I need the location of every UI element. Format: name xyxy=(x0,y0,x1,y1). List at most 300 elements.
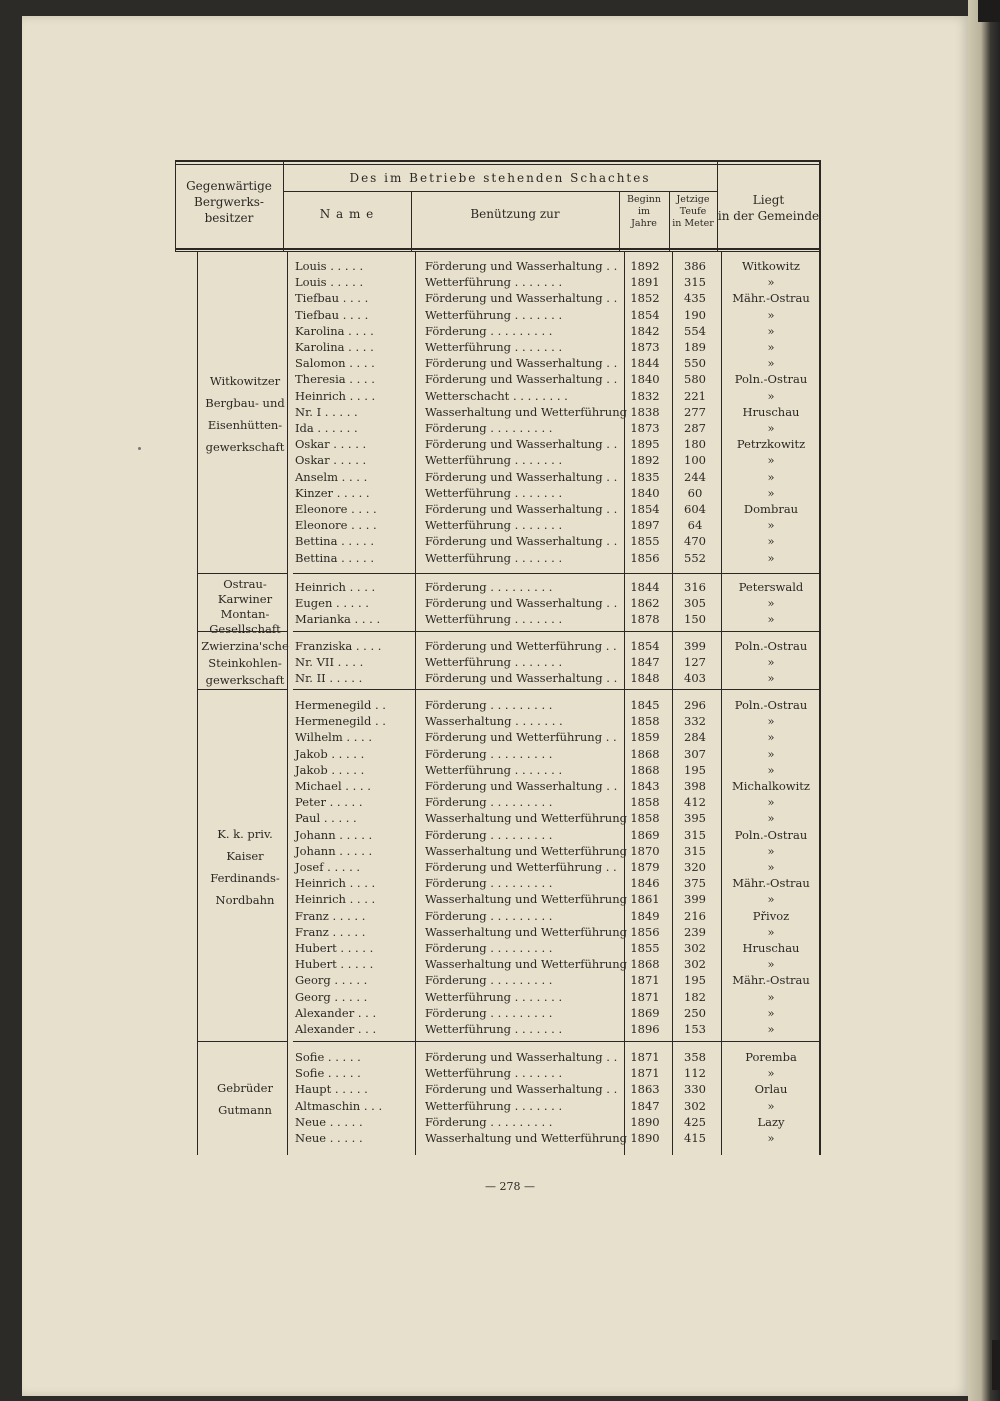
shaft-depth: 330 xyxy=(684,1082,706,1097)
shaft-use: Förderung und Wasserhaltung . . xyxy=(425,372,618,387)
shaft-location: » xyxy=(767,275,775,290)
shaft-year: 1854 xyxy=(630,307,660,322)
shaft-location: Mähr.-Ostrau xyxy=(732,876,810,891)
table-row xyxy=(175,762,820,778)
shaft-location: » xyxy=(767,356,775,371)
shaft-year: 1859 xyxy=(630,730,660,745)
shaft-name: Peter . . . . . xyxy=(295,795,363,810)
owner-line: Gesellschaft xyxy=(209,622,281,636)
table-row xyxy=(175,843,820,859)
table-row xyxy=(175,891,820,907)
shaft-depth: 302 xyxy=(684,957,706,972)
shaft-year: 1842 xyxy=(630,323,660,338)
shaft-name: Kinzer . . . . . xyxy=(295,485,370,500)
shaft-depth: 399 xyxy=(684,892,706,907)
table-row xyxy=(175,307,820,323)
shaft-depth: 316 xyxy=(684,580,706,594)
header-year-line: Beginn xyxy=(627,194,661,205)
table-row xyxy=(175,355,820,371)
shaft-depth: 216 xyxy=(684,908,706,923)
shaft-name: Bettina . . . . . xyxy=(295,534,374,549)
header-owner xyxy=(175,178,283,226)
shaft-year: 1847 xyxy=(630,655,660,670)
table-row xyxy=(175,611,820,627)
table-row xyxy=(175,827,820,843)
edge-marker xyxy=(978,0,1000,22)
shaft-year: 1855 xyxy=(630,534,660,549)
shaft-name: Franz . . . . . xyxy=(295,908,366,923)
shaft-year: 1852 xyxy=(630,291,660,306)
table-row xyxy=(175,729,820,745)
shaft-use: Wasserhaltung und Wetterführung xyxy=(425,1131,627,1145)
section-rule xyxy=(197,1041,287,1042)
header-location xyxy=(717,192,820,224)
shaft-depth: 305 xyxy=(684,596,706,611)
shaft-name: Karolina . . . . xyxy=(295,323,374,338)
shaft-use: Wetterführung . . . . . . . xyxy=(425,989,563,1004)
table-row xyxy=(175,713,820,729)
shaft-name: Karolina . . . . xyxy=(295,340,374,354)
shaft-year: 1871 xyxy=(630,1050,660,1064)
shaft-year: 1844 xyxy=(630,356,660,371)
shaft-year: 1854 xyxy=(630,502,660,516)
shaft-use: Wetterführung . . . . . . . xyxy=(425,1022,563,1036)
shaft-depth: 189 xyxy=(684,340,706,354)
shaft-location: » xyxy=(767,795,775,810)
owner-line: Steinkohlen- xyxy=(208,656,282,670)
shaft-year: 1855 xyxy=(630,941,660,955)
table-row xyxy=(175,339,820,355)
page-number: — 278 — xyxy=(485,1180,535,1193)
section-rule xyxy=(293,573,819,574)
table-row xyxy=(175,875,820,891)
shaft-name: Sofie . . . . . xyxy=(295,1066,361,1081)
header-depth-line: in Meter xyxy=(672,218,714,229)
shaft-depth: 470 xyxy=(684,534,706,549)
shaft-use: Wetterführung . . . . . . . xyxy=(425,307,563,322)
shaft-use: Wasserhaltung und Wetterführung xyxy=(425,924,627,939)
shaft-depth: 302 xyxy=(684,941,706,955)
shaft-year: 1848 xyxy=(630,671,660,686)
shaft-name: Nr. II . . . . . xyxy=(295,671,363,686)
shaft-name: Michael . . . . xyxy=(295,779,371,793)
shaft-use: Wetterführung . . . . . . . xyxy=(425,1098,563,1113)
shaft-depth: 239 xyxy=(684,924,706,939)
table-row xyxy=(175,956,820,972)
shaft-name: Louis . . . . . xyxy=(295,275,364,290)
shaft-use: Wasserhaltung und Wetterführung xyxy=(425,892,627,907)
shaft-depth: 150 xyxy=(684,612,706,627)
shaft-use: Förderung . . . . . . . . . xyxy=(425,973,553,988)
header-group-rule xyxy=(283,191,717,192)
shaft-use: Wasserhaltung und Wetterführung xyxy=(425,843,627,858)
shaft-year: 1840 xyxy=(630,485,660,500)
shaft-use: Wasserhaltung und Wetterführung xyxy=(425,811,627,826)
shaft-use: Wetterführung . . . . . . . xyxy=(425,518,563,533)
section-rule xyxy=(293,689,819,690)
shaft-location: » xyxy=(767,1098,775,1113)
shaft-name: Neue . . . . . xyxy=(295,1131,363,1145)
owner-line: Gebrüder xyxy=(217,1081,273,1095)
shaft-year: 1845 xyxy=(630,698,660,712)
table-row xyxy=(175,1049,820,1065)
shaft-name: Heinrich . . . . xyxy=(295,580,376,594)
table-row xyxy=(175,436,820,452)
table-row xyxy=(175,323,820,339)
shaft-depth: 358 xyxy=(684,1050,706,1064)
shaft-depth: 180 xyxy=(684,437,706,452)
table-top-rule xyxy=(175,160,820,162)
shaft-year: 1843 xyxy=(630,779,660,793)
column-rule xyxy=(717,160,718,252)
shaft-use: Förderung und Wasserhaltung . . xyxy=(425,437,618,452)
shaft-use: Förderung . . . . . . . . . xyxy=(425,941,553,955)
table-row xyxy=(175,371,820,387)
table-row xyxy=(175,501,820,517)
table-row xyxy=(175,654,820,670)
header-bottom-rule xyxy=(175,248,820,250)
column-rule xyxy=(411,191,412,252)
shaft-location: Dombrau xyxy=(743,502,799,516)
shaft-name: Johann . . . . . xyxy=(295,843,373,858)
owner-line: K. k. priv. xyxy=(217,827,273,841)
shaft-use: Förderung und Wasserhaltung . . xyxy=(425,1050,618,1064)
shaft-use: Wetterführung . . . . . . . xyxy=(425,453,563,468)
shaft-location: » xyxy=(767,518,775,533)
shaft-location: Orlau xyxy=(754,1082,788,1097)
owner-line: Witkowitzer xyxy=(209,374,281,388)
shaft-year: 1844 xyxy=(630,580,660,594)
table-row xyxy=(175,670,820,686)
shaft-use: Wetterführung . . . . . . . xyxy=(425,485,563,500)
shaft-name: Jakob . . . . . xyxy=(295,746,365,761)
owner-line: gewerkschaft xyxy=(205,673,285,687)
table-row xyxy=(175,274,820,290)
table-row xyxy=(175,404,820,420)
shaft-use: Wetterführung . . . . . . . xyxy=(425,340,563,354)
shaft-year: 1897 xyxy=(630,518,660,533)
owner-line: Bergbau- und xyxy=(205,396,285,410)
shaft-year: 1895 xyxy=(630,437,660,452)
shaft-name: Hubert . . . . . xyxy=(295,957,374,972)
shaft-use: Förderung . . . . . . . . . xyxy=(425,746,553,761)
shaft-location: » xyxy=(767,924,775,939)
shaft-name: Oskar . . . . . xyxy=(295,437,367,452)
shaft-depth: 195 xyxy=(684,762,706,777)
header-use: Benützung zur xyxy=(470,207,560,221)
shaft-year: 1896 xyxy=(630,1022,660,1036)
shaft-name: Georg . . . . . xyxy=(295,973,368,988)
header-group: Des im Betriebe stehenden Schachtes xyxy=(349,171,651,185)
shaft-depth: 296 xyxy=(684,698,706,712)
shaft-name: Hubert . . . . . xyxy=(295,941,374,955)
shaft-name: Wilhelm . . . . xyxy=(295,730,373,745)
shaft-name: Heinrich . . . . xyxy=(295,388,376,403)
shaft-depth: 64 xyxy=(687,518,703,533)
header-depth xyxy=(669,194,717,230)
shaft-location: Poln.-Ostrau xyxy=(734,698,808,712)
shaft-name: Alexander . . . xyxy=(295,1005,377,1020)
shaft-depth: 435 xyxy=(684,291,706,306)
header-year xyxy=(619,194,669,230)
shaft-depth: 250 xyxy=(684,1005,706,1020)
shaft-depth: 399 xyxy=(684,639,706,653)
shaft-location: » xyxy=(767,811,775,826)
shaft-year: 1873 xyxy=(630,421,660,435)
shaft-use: Wasserhaltung . . . . . . . xyxy=(425,714,563,729)
column-rule xyxy=(283,160,284,252)
shaft-year: 1879 xyxy=(630,860,660,874)
shaft-depth: 412 xyxy=(684,795,706,810)
shaft-depth: 112 xyxy=(684,1066,706,1081)
shaft-year: 1838 xyxy=(630,404,660,419)
shaft-year: 1869 xyxy=(630,827,660,842)
shaft-name: Jakob . . . . . xyxy=(295,762,365,777)
shaft-name: Franz . . . . . xyxy=(295,924,366,939)
shaft-location: » xyxy=(767,388,775,403)
table-row xyxy=(175,778,820,794)
book-edge xyxy=(968,0,1000,1401)
shaft-location: » xyxy=(767,596,775,611)
shaft-year: 1871 xyxy=(630,1066,660,1081)
shaft-use: Förderung . . . . . . . . . xyxy=(425,323,553,338)
shaft-year: 1869 xyxy=(630,1005,660,1020)
shaft-location: » xyxy=(767,762,775,777)
shaft-name: Franziska . . . . xyxy=(295,639,382,653)
shaft-location: » xyxy=(767,714,775,729)
shaft-use: Förderung . . . . . . . . . xyxy=(425,827,553,842)
table-row xyxy=(175,1114,820,1130)
shaft-location: » xyxy=(767,323,775,338)
shaft-name: Eleonore . . . . xyxy=(295,518,377,533)
table-row xyxy=(175,550,820,566)
shaft-year: 1858 xyxy=(630,795,660,810)
shaft-depth: 403 xyxy=(684,671,706,686)
shaft-year: 1847 xyxy=(630,1098,660,1113)
shaft-use: Wasserhaltung und Wetterführung xyxy=(425,404,627,419)
header-bottom-rule xyxy=(175,251,820,252)
shaft-year: 1858 xyxy=(630,811,660,826)
shaft-depth: 398 xyxy=(684,779,706,793)
shaft-use: Förderung und Wasserhaltung . . xyxy=(425,291,618,306)
shaft-use: Förderung und Wasserhaltung . . xyxy=(425,779,618,793)
shaft-location: » xyxy=(767,671,775,686)
shaft-location: » xyxy=(767,1066,775,1081)
shaft-depth: 415 xyxy=(684,1131,706,1145)
shaft-name: Bettina . . . . . xyxy=(295,550,374,565)
table-row xyxy=(175,1021,820,1037)
shaft-name: Georg . . . . . xyxy=(295,989,368,1004)
shaft-year: 1846 xyxy=(630,876,660,891)
shaft-year: 1856 xyxy=(630,924,660,939)
table-row xyxy=(175,485,820,501)
shaft-depth: 244 xyxy=(684,469,706,484)
table-row xyxy=(175,517,820,533)
owner-line: Zwierzina'sche xyxy=(201,639,289,653)
shaft-use: Wetterschacht . . . . . . . . xyxy=(425,388,568,403)
shaft-location: Poln.-Ostrau xyxy=(734,639,808,653)
shaft-depth: 315 xyxy=(684,827,706,842)
shaft-depth: 221 xyxy=(684,388,706,403)
shaft-use: Förderung und Wasserhaltung . . xyxy=(425,469,618,484)
shaft-location: Mähr.-Ostrau xyxy=(732,291,810,306)
shaft-location: » xyxy=(767,1131,775,1145)
table-row xyxy=(175,972,820,988)
shaft-year: 1835 xyxy=(630,469,660,484)
shaft-depth: 580 xyxy=(684,372,706,387)
shaft-use: Förderung . . . . . . . . . xyxy=(425,580,553,594)
shaft-location: Mähr.-Ostrau xyxy=(732,973,810,988)
table-row xyxy=(175,579,820,595)
shaft-name: Ida . . . . . . xyxy=(295,421,358,435)
shaft-year: 1840 xyxy=(630,372,660,387)
table-row xyxy=(175,258,820,274)
owner-line: Ostrau- xyxy=(223,577,267,591)
shaft-name: Tiefbau . . . . xyxy=(295,307,369,322)
table-row xyxy=(175,469,820,485)
header-year-line: im xyxy=(637,206,651,217)
shaft-location: » xyxy=(767,746,775,761)
shaft-name: Hermenegild . . xyxy=(295,698,386,712)
shaft-year: 1854 xyxy=(630,639,660,653)
header-year-line: Jahre xyxy=(631,218,657,229)
shaft-use: Förderung . . . . . . . . . xyxy=(425,908,553,923)
header-location-line: in der Gemeinde xyxy=(717,209,820,223)
shaft-use: Förderung . . . . . . . . . xyxy=(425,876,553,891)
shaft-location: Lazy xyxy=(757,1114,785,1129)
shaft-depth: 100 xyxy=(684,453,706,468)
shaft-year: 1868 xyxy=(630,746,660,761)
shaft-depth: 182 xyxy=(684,989,706,1004)
shaft-use: Förderung und Wetterführung . . xyxy=(425,730,617,745)
table-row xyxy=(175,1065,820,1081)
table-row xyxy=(175,1005,820,1021)
shaft-location: » xyxy=(767,957,775,972)
table-row xyxy=(175,794,820,810)
shaft-year: 1856 xyxy=(630,550,660,565)
shaft-location: Poln.-Ostrau xyxy=(734,372,808,387)
edge-marker xyxy=(992,1340,1000,1390)
shaft-depth: 302 xyxy=(684,1098,706,1113)
table-row xyxy=(175,452,820,468)
shaft-name: Tiefbau . . . . xyxy=(295,291,369,306)
shaft-depth: 320 xyxy=(684,860,706,874)
shaft-name: Eleonore . . . . xyxy=(295,502,377,516)
shaft-year: 1861 xyxy=(630,892,660,907)
shaft-year: 1892 xyxy=(630,259,660,273)
table-row xyxy=(175,1081,820,1097)
shaft-name: Altmaschin . . . xyxy=(295,1098,383,1113)
shaft-year: 1878 xyxy=(630,612,660,627)
shaft-location: » xyxy=(767,469,775,484)
shaft-year: 1892 xyxy=(630,453,660,468)
shaft-location: » xyxy=(767,1022,775,1036)
shaft-year: 1862 xyxy=(630,596,660,611)
section-rule xyxy=(293,631,819,632)
owner-line: Karwiner xyxy=(217,592,273,606)
section-rule xyxy=(293,1041,819,1042)
shaft-use: Förderung und Wasserhaltung . . xyxy=(425,356,618,371)
table-row xyxy=(175,908,820,924)
shaft-year: 1832 xyxy=(630,388,660,403)
shaft-name: Oskar . . . . . xyxy=(295,453,367,468)
shaft-depth: 315 xyxy=(684,843,706,858)
shaft-location: Hruschau xyxy=(742,941,800,955)
owner-line: Montan- xyxy=(220,607,270,621)
shaft-year: 1890 xyxy=(630,1131,660,1145)
owner-line: Ferdinands- xyxy=(210,871,280,885)
table-row xyxy=(175,810,820,826)
shaft-depth: 195 xyxy=(684,973,706,988)
shaft-depth: 277 xyxy=(684,404,706,419)
table-row xyxy=(175,388,820,404)
shaft-depth: 287 xyxy=(684,421,706,435)
shaft-name: Alexander . . . xyxy=(295,1022,377,1036)
table-left-border xyxy=(175,160,176,252)
header-depth-line: Jetzige xyxy=(676,194,710,205)
table-row xyxy=(175,940,820,956)
shaft-location: » xyxy=(767,550,775,565)
table-row xyxy=(175,420,820,436)
shaft-use: Förderung und Wasserhaltung . . xyxy=(425,671,618,686)
shaft-location: » xyxy=(767,1005,775,1020)
header-owner-line: besitzer xyxy=(204,211,254,225)
shaft-location: » xyxy=(767,421,775,435)
shaft-name: Nr. I . . . . . xyxy=(295,404,358,419)
shaft-location: » xyxy=(767,485,775,500)
shaft-year: 1871 xyxy=(630,989,660,1004)
table-row xyxy=(175,290,820,306)
shaft-depth: 554 xyxy=(684,323,706,338)
shaft-year: 1849 xyxy=(630,908,660,923)
shaft-name: Neue . . . . . xyxy=(295,1114,363,1129)
shaft-depth: 604 xyxy=(684,502,706,516)
header-location-line: Liegt xyxy=(752,193,785,207)
shaft-depth: 60 xyxy=(687,485,703,500)
shaft-use: Förderung . . . . . . . . . xyxy=(425,1005,553,1020)
shaft-name: Nr. VII . . . . xyxy=(295,655,364,670)
shaft-use: Förderung . . . . . . . . . xyxy=(425,698,553,712)
shaft-year: 1870 xyxy=(630,843,660,858)
shaft-depth: 386 xyxy=(684,259,706,273)
shaft-location: » xyxy=(767,843,775,858)
shaft-use: Förderung und Wasserhaltung . . xyxy=(425,502,618,516)
shaft-year: 1890 xyxy=(630,1114,660,1129)
shaft-use: Förderung und Wetterführung . . xyxy=(425,860,617,874)
shaft-location: Witkowitz xyxy=(741,259,800,273)
shaft-year: 1863 xyxy=(630,1082,660,1097)
shaft-name: Theresia . . . . xyxy=(295,372,375,387)
shaft-name: Paul . . . . . xyxy=(295,811,357,826)
table-row xyxy=(175,697,820,713)
shaft-depth: 375 xyxy=(684,876,706,891)
shaft-year: 1891 xyxy=(630,275,660,290)
shaft-location: Poln.-Ostrau xyxy=(734,827,808,842)
shaft-location: » xyxy=(767,655,775,670)
shaft-location: » xyxy=(767,730,775,745)
shaft-name: Hermenegild . . xyxy=(295,714,386,729)
shaft-use: Förderung und Wasserhaltung . . xyxy=(425,1082,618,1097)
shaft-name: Heinrich . . . . xyxy=(295,876,376,891)
shaft-use: Wetterführung . . . . . . . xyxy=(425,1066,563,1081)
shaft-location: » xyxy=(767,860,775,874)
shaft-year: 1858 xyxy=(630,714,660,729)
header-owner-line: Bergwerks- xyxy=(194,195,264,209)
table-row xyxy=(175,859,820,875)
shaft-use: Förderung . . . . . . . . . xyxy=(425,1114,553,1129)
speck xyxy=(138,447,141,450)
shaft-depth: 552 xyxy=(684,550,706,565)
